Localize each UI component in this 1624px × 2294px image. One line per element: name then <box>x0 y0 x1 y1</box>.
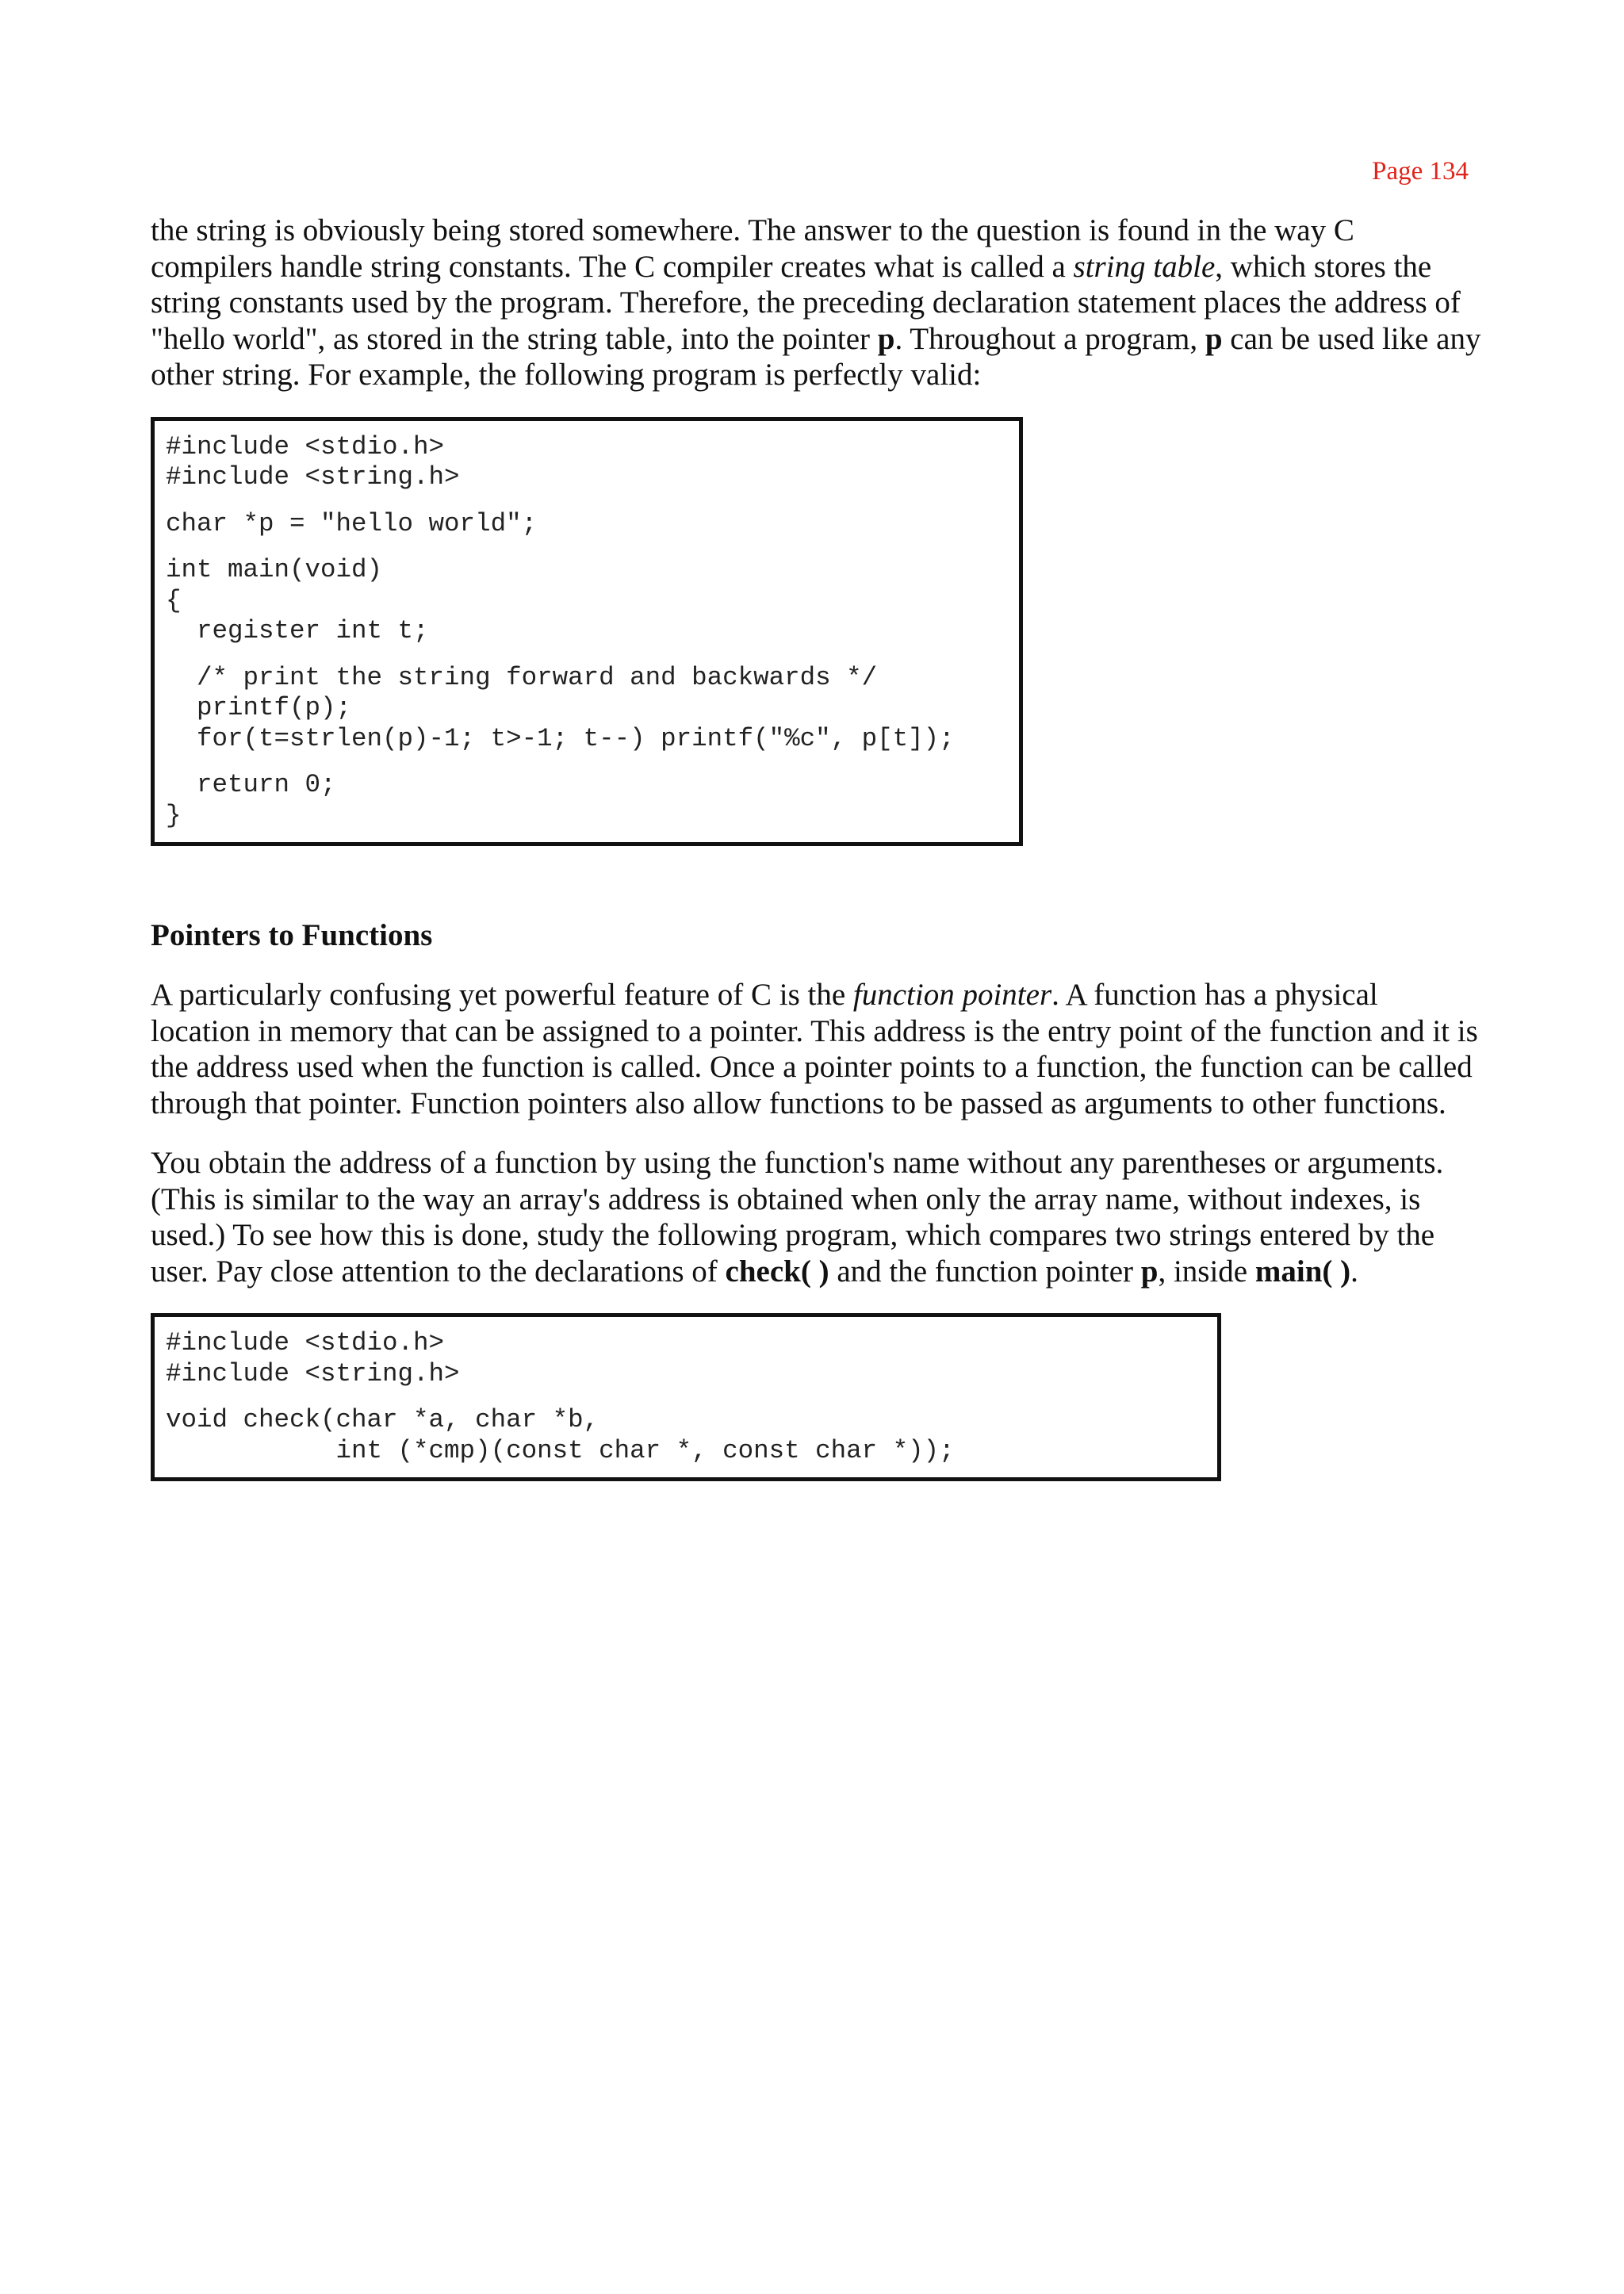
code-listing-check <box>151 1313 1221 1481</box>
paragraph-string-table <box>151 213 1483 393</box>
code-line: int (*cmp)(const char *, const char *)); <box>166 1435 955 1465</box>
code-line: #include <stdio.h> <box>166 1328 445 1358</box>
code-block <box>166 432 1019 832</box>
text-run: the string is obviously being stored somewhere. The answer to the question is found in the way C compilers handle string constants. The C compiler creates what is called a <box>151 213 1354 284</box>
code-line: for(t=strlen(p)-1; t>-1; t--) printf("%c", p[t]); <box>166 723 955 753</box>
code-block <box>166 1328 1217 1466</box>
text-run: , which stores the string constants used by the program. Therefore, the preceding declaration statement places the address of "hello world", as stored in the string table, into the pointer <box>151 249 1461 356</box>
text-run: . A function has a physical location in memory that can be assigned to a pointer. This address is the entry point of the function and it is the address used when the function is called. Once a pointer points to a function, the function can be called through that pointer. Function pointers also allow functions to be passed as arguments to other functions. <box>151 978 1478 1120</box>
code-line: { <box>166 585 182 615</box>
bold-identifier: p <box>1140 1254 1159 1289</box>
code-line: /* print the string forward and backwards */ <box>166 662 878 692</box>
code-line: void check(char *a, char *b, <box>166 1405 599 1434</box>
text-run: You obtain the address of a function by using the function's name without any parentheses or arguments. (This is similar to the way an array's address is obtained when only the array name, without indexes, is used.) To see how this is done, study the following program, which compares two strings entered by the user. Pay close attention to the declarations of <box>151 1146 1444 1289</box>
bold-identifier: p <box>877 321 895 356</box>
text-run: can be used like any other string. For example, the following program is perfectly valid: <box>151 321 1481 392</box>
bold-identifier: p <box>1205 321 1223 356</box>
code-line: #include <string.h> <box>166 1358 460 1388</box>
code-line: int main(void) <box>166 555 383 584</box>
text-run: and the function pointer <box>829 1254 1141 1289</box>
code-line: return 0; <box>166 770 336 799</box>
text-run: A particularly confusing yet powerful feature of C is the <box>151 978 853 1012</box>
page-content <box>151 213 1483 1481</box>
text-run: . <box>1350 1254 1358 1289</box>
italic-term: function pointer <box>852 978 1052 1012</box>
bold-identifier: check( ) <box>725 1254 829 1289</box>
code-line: char *p = "hello world"; <box>166 508 538 538</box>
section-heading: Pointers to Functions <box>151 918 433 952</box>
bold-identifier: main( ) <box>1254 1254 1351 1289</box>
code-line: } <box>166 800 182 830</box>
paragraph-function-address <box>151 1145 1483 1289</box>
italic-term: string table <box>1073 249 1216 284</box>
page-number: Page 134 <box>1372 157 1469 186</box>
paragraph-function-pointer <box>151 977 1483 1121</box>
code-listing-hello-world <box>151 417 1023 847</box>
text-run: , inside <box>1158 1254 1255 1289</box>
code-line: printf(p); <box>166 693 352 722</box>
code-line: #include <string.h> <box>166 462 460 492</box>
text-run: . Throughout a program, <box>894 321 1205 356</box>
code-line: #include <stdio.h> <box>166 431 445 461</box>
code-line: register int t; <box>166 616 429 645</box>
